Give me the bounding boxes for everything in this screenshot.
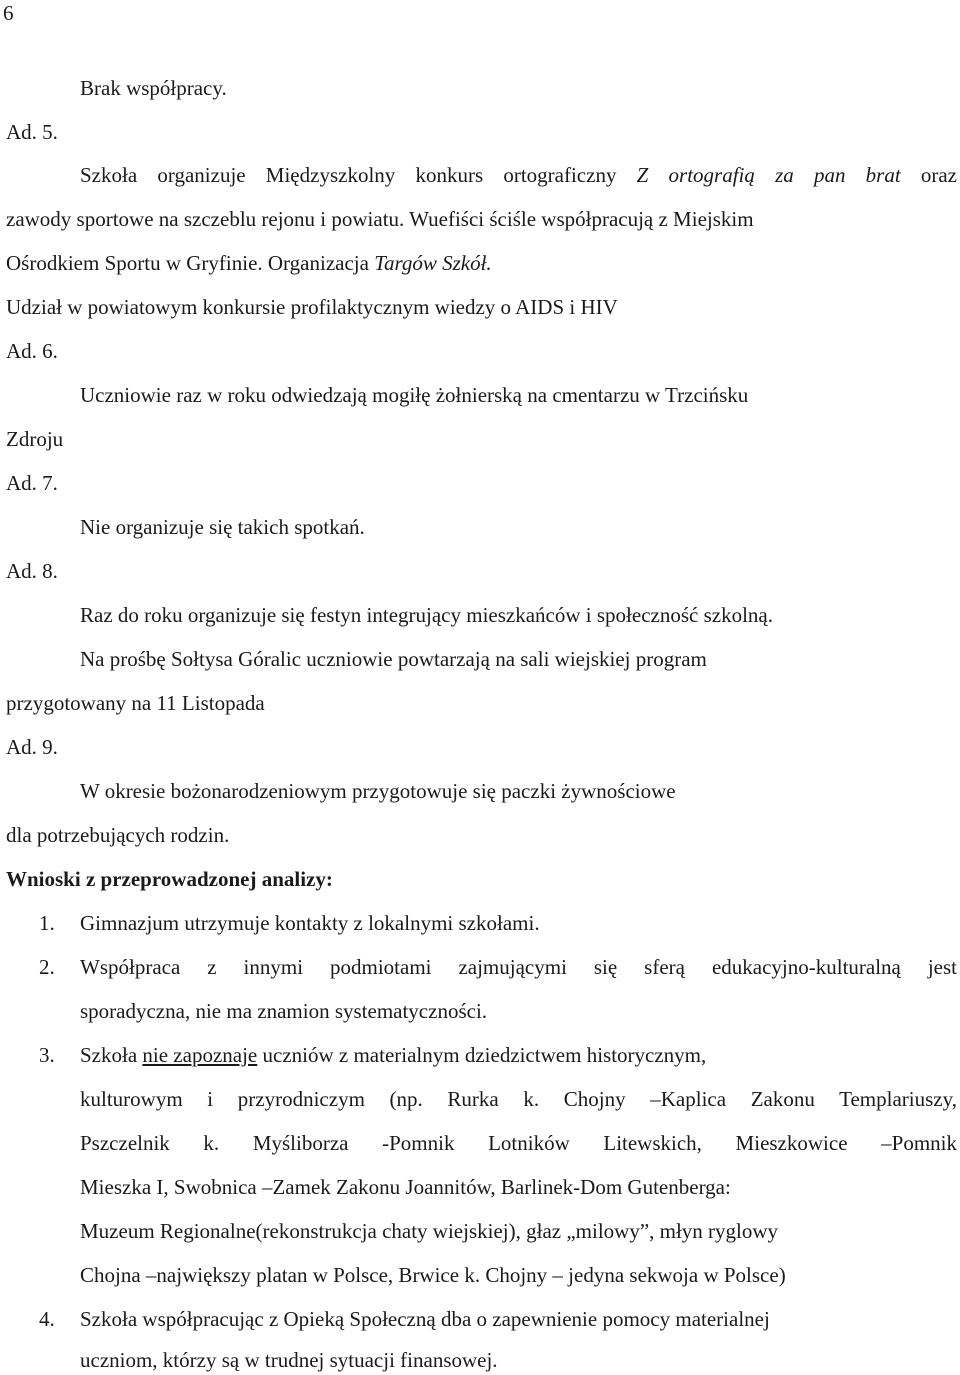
ad9-label: Ad. 9.: [6, 735, 58, 759]
conclusion-3-line-1: [80, 1045, 706, 1066]
conclusion-3-line-2: kulturowym i przyrodniczym (np. Rurka k. Chojny –Kaplica Zakonu Templariuszy,: [80, 1087, 957, 1111]
ad5-line-3-text: Ośrodkiem Sportu w Gryfinie. Organizacja: [6, 251, 375, 275]
conclusion-2-line-2: sporadyczna, nie ma znamion systematyczności.: [80, 999, 488, 1023]
conclusion-4-line-1: Szkoła współpracując z Opieką Społeczną dba o zapewnienie pomocy materialnej: [80, 1307, 770, 1331]
conclusion-1-number: 1.: [39, 911, 55, 935]
ad7-line-1: Nie organizuje się takich spotkań.: [80, 515, 365, 539]
ad5-fair-title: Targów Szkół.: [374, 251, 492, 275]
ad6-line-2: Zdroju: [6, 427, 64, 451]
page-number: 6: [3, 1, 14, 25]
conclusions-heading: Wnioski z przeprowadzonej analizy:: [6, 867, 333, 891]
conclusion-4-number: 4.: [39, 1307, 55, 1331]
ad5-line-3: [6, 253, 492, 274]
conclusion-3-number: 3.: [39, 1043, 55, 1067]
ad6-label: Ad. 6.: [6, 339, 58, 363]
ad9-line-2: dla potrzebujących rodzin.: [6, 823, 230, 847]
ad5-line-1-text: Szkoła organizuje Międzyszkolny konkurs ortograficzny: [80, 163, 637, 187]
ad8-line-3: przygotowany na 11 Listopada: [6, 691, 265, 715]
ad8-line-2: Na prośbę Sołtysa Góralic uczniowie powtarzają na sali wiejskiej program: [80, 647, 707, 671]
ad5-line-2: zawody sportowe na szczeblu rejonu i powiatu. Wuefiści ściśle współpracują z Miejskim: [6, 207, 754, 231]
ad9-line-1: W okresie bożonarodzeniowym przygotowuje się paczki żywnościowe: [80, 779, 676, 803]
conclusion-3-line-1-tail: uczniów z materialnym dziedzictwem historycznym,: [257, 1043, 707, 1067]
conclusion-3-line-1-text: Szkoła: [80, 1043, 143, 1067]
ad4-answer: Brak współpracy.: [80, 76, 227, 100]
conclusion-3-underlined-phrase: nie zapoznaje: [142, 1043, 258, 1067]
conclusion-3-line-5: Muzeum Regionalne(rekonstrukcja chaty wiejskiej), głaz „milowy”, młyn ryglowy: [80, 1219, 779, 1243]
ad5-line-4: Udział w powiatowym konkursie profilaktycznym wiedzy o AIDS i HIV: [6, 295, 618, 319]
conclusion-3-line-3: Pszczelnik k. Myśliborza -Pomnik Lotników Litewskich, Mieszkowice –Pomnik: [80, 1131, 957, 1155]
conclusion-2-line-1: Współpraca z innymi podmiotami zajmującymi się sferą edukacyjno-kulturalną jest: [80, 955, 957, 979]
conclusion-3-line-6: Chojna –największy platan w Polsce, Brwice k. Chojny – jedyna sekwoja w Polsce): [80, 1263, 786, 1287]
ad5-line-1: [80, 165, 957, 186]
ad5-line-1-tail: oraz: [900, 163, 958, 187]
conclusion-4-line-2: uczniom, którzy są w trudnej sytuacji finansowej.: [80, 1348, 498, 1372]
conclusion-1-line-1: Gimnazjum utrzymuje kontakty z lokalnymi szkołami.: [80, 911, 540, 935]
ad7-label: Ad. 7.: [6, 471, 58, 495]
ad5-contest-title: Z ortografią za pan brat: [636, 163, 901, 187]
conclusion-2-number: 2.: [39, 955, 55, 979]
ad8-label: Ad. 8.: [6, 559, 58, 583]
ad8-line-1: Raz do roku organizuje się festyn integrujący mieszkańców i społeczność szkolną.: [80, 603, 773, 627]
ad5-label: Ad. 5.: [6, 120, 58, 144]
ad6-line-1: Uczniowie raz w roku odwiedzają mogiłę żołnierską na cmentarzu w Trzcińsku: [80, 383, 749, 407]
conclusion-3-line-4: Mieszka I, Swobnica –Zamek Zakonu Joannitów, Barlinek-Dom Gutenberga:: [80, 1175, 731, 1199]
